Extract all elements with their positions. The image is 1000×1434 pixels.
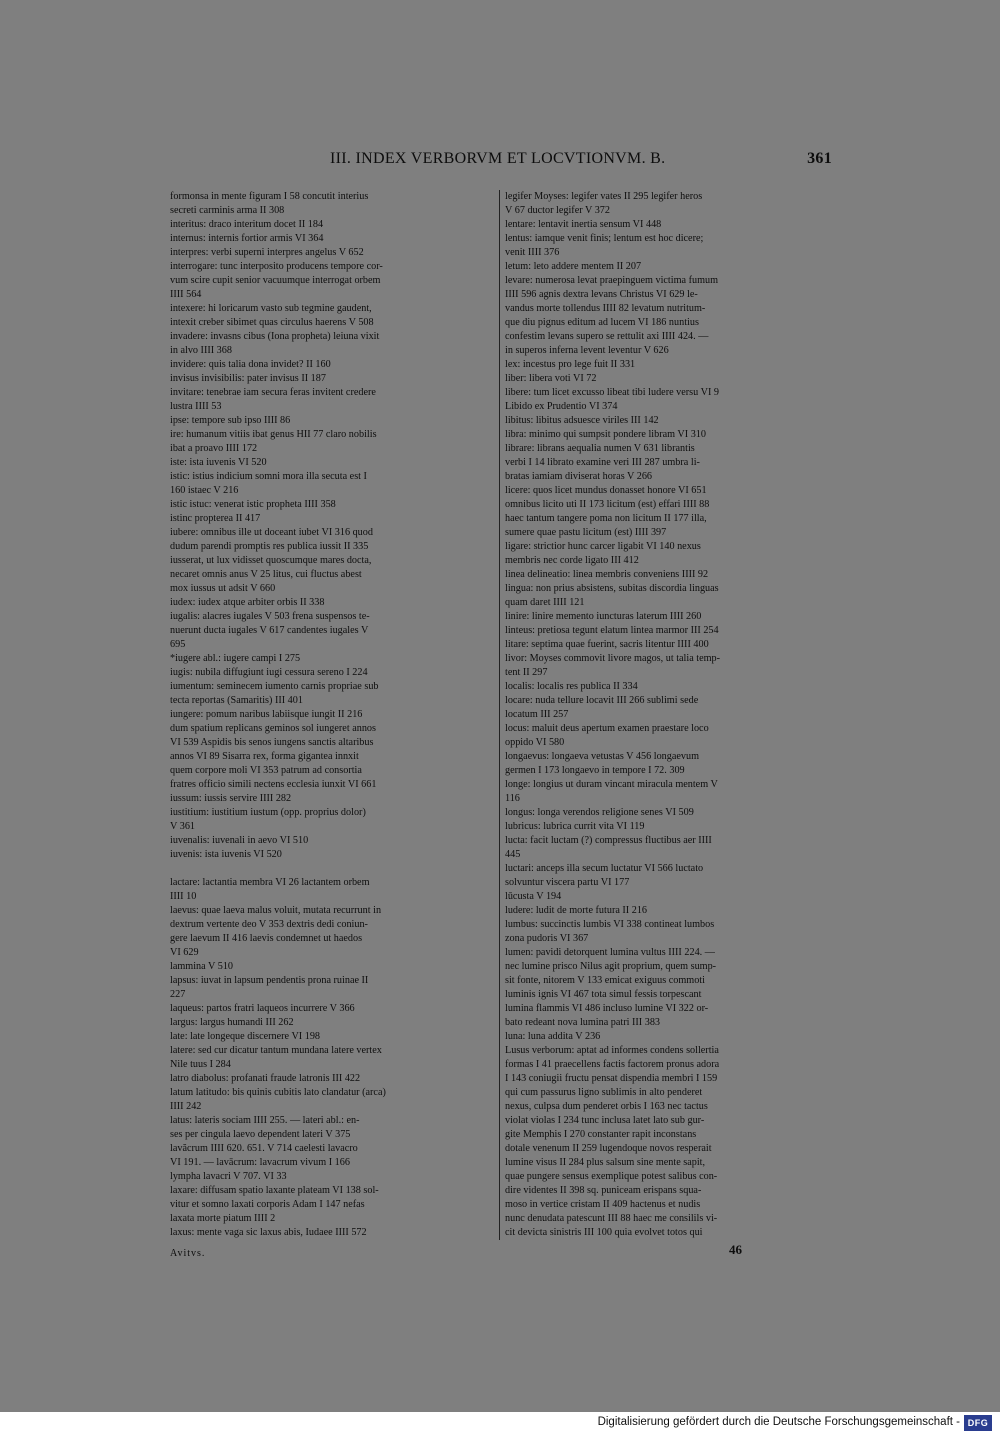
index-line: legifer Moyses: legifer vates II 295 legifer heros	[505, 191, 703, 202]
index-line: quae pungere sensus exemplique potest salibus con-	[505, 1171, 718, 1182]
index-line: litare: septima quae fuerint, sacris litentur IIII 400	[505, 639, 709, 650]
index-line: 445	[505, 849, 521, 860]
index-line: locare: nuda tellure locavit III 266 sublimi sede	[505, 695, 699, 706]
index-line: V 361	[170, 821, 196, 832]
index-line: lympha lavacri V 707. VI 33	[170, 1171, 287, 1182]
index-line: late: late longeque discernere VI 198	[170, 1031, 321, 1042]
index-line: longe: longius ut duram vincant miracula mentem V	[505, 779, 718, 790]
index-line: *iugere abl.: iugere campi I 275	[170, 653, 301, 664]
index-line: iste: ista iuvenis VI 520	[170, 457, 267, 468]
index-line: latus: lateris sociam IIII 255. — lateri abl.: en-	[170, 1115, 360, 1126]
right-column	[505, 190, 832, 1238]
index-line: iusserat, ut lux vidisset quoscumque mares docta,	[170, 555, 372, 566]
index-line: istinc propterea II 417	[170, 513, 261, 524]
index-line: longaevus: longaeva vetustas V 456 longaevum	[505, 751, 699, 762]
index-line: quam daret IIII 121	[505, 597, 585, 608]
index-line: laqueus: partos fratri laqueos incurrere V 366	[170, 1003, 355, 1014]
dfg-logo-icon: DFG	[964, 1415, 992, 1431]
index-line: libitus: libitus adsuesce viriles III 142	[505, 415, 659, 426]
index-line: oppido VI 580	[505, 737, 565, 748]
index-line: gere laevum II 416 laevis condemnet ut haedos	[170, 933, 363, 944]
index-line: dum spatium replicans geminos sol iungeret annos	[170, 723, 376, 734]
index-line: membris nec corde ligato III 412	[505, 555, 639, 566]
index-line: invadere: invasns cibus (Iona propheta) leiuna vixit	[170, 331, 380, 342]
index-line: iuvenis: ista iuvenis VI 520	[170, 849, 282, 860]
index-line: internus: internis fortior armis VI 364	[170, 233, 324, 244]
index-line: formas I 41 praecellens factis factorem pronus adora	[505, 1059, 720, 1070]
index-line: V 67 ductor legifer V 372	[505, 205, 610, 216]
index-line: dire videntes II 398 sq. puniceam erispans squa-	[505, 1185, 702, 1196]
index-line: latum latitudo: bis quinis cubitis lato clandatur (arca)	[170, 1087, 386, 1098]
index-line: tent II 297	[505, 667, 548, 678]
index-line: moso in vertice cristam II 409 hactenus et nudis	[505, 1199, 701, 1210]
index-line: luna: luna addita V 236	[505, 1031, 601, 1042]
index-line: iugalis: alacres iugales V 503 frena suspensos te-	[170, 611, 370, 622]
index-line: iubere: omnibus ille ut doceant iubet VI 316 quod	[170, 527, 373, 538]
index-line: laxare: diffusam spatio laxante plateam VI 138 sol-	[170, 1185, 379, 1196]
index-line: germen I 173 longaevo in tempore I 72. 309	[505, 765, 685, 776]
index-line: interpres: verbi superni interpres angelus V 652	[170, 247, 364, 258]
index-line: linteus: pretiosa tegunt elatum lintea marmor III 254	[505, 625, 719, 636]
index-line: omnibus licito uti II 173 licitum (est) effari IIII 88	[505, 499, 710, 510]
index-line: istic istuc: venerat istic propheta IIII 358	[170, 499, 336, 510]
index-line: localis: localis res publica II 334	[505, 681, 638, 692]
index-line: in alvo IIII 368	[170, 345, 232, 356]
index-line: latere: sed cur dicatur tantum mundana latere vertex	[170, 1045, 382, 1056]
index-line: lumen: pavidi detorquent lumina vultus IIII 224. —	[505, 947, 715, 958]
digitization-credit: Digitalisierung gefördert durch die Deutsche Forschungsgemeinschaft -	[597, 1416, 960, 1428]
index-line: iudex: iudex atque arbiter orbis II 338	[170, 597, 325, 608]
index-line: verbi I 14 librato examine veri III 287 umbra li-	[505, 457, 700, 468]
index-line: fratres officio simili nectens ecclesia iunxit VI 661	[170, 779, 377, 790]
index-line: laxus: mente vaga sic laxus abis, Iudaee IIII 572	[170, 1227, 367, 1238]
index-line: iuvenalis: iuvenali in aevo VI 510	[170, 835, 309, 846]
index-line: iustitium: iustitium iustum (opp. proprius dolor)	[170, 807, 366, 818]
index-line: nuerunt ducta iugales V 617 candentes iugales V	[170, 625, 369, 636]
index-line: dotale venenum II 259 lugendoque novos resperait	[505, 1143, 712, 1154]
index-line: laevus: quae laeva malus voluit, mutata recurrunt in	[170, 905, 382, 916]
index-line: longus: longa verendos religione senes VI 509	[505, 807, 694, 818]
index-line: cit devicta sinistris III 100 quia evolvet totos qui	[505, 1227, 703, 1238]
index-line: linire: linire memento iuncturas laterum IIII 260	[505, 611, 702, 622]
left-column	[170, 190, 497, 1238]
index-line: lucta: facit luctam (?) compressus fluctibus aer IIII	[505, 835, 712, 846]
index-line: intexere: hi loricarum vasto sub tegmine gaudent,	[170, 303, 372, 314]
index-line: locus: maluit deus apertum examen praestare loco	[505, 723, 709, 734]
index-line: liber: libera voti VI 72	[505, 373, 597, 384]
index-line: violat violas I 234 tunc inclusa latet lato sub gur-	[505, 1115, 705, 1126]
index-line: IIII 242	[170, 1101, 202, 1112]
index-line: interitus: draco interitum docet II 184	[170, 219, 324, 230]
index-line: livor: Moyses commovit livore magos, ut talia temp-	[505, 653, 721, 664]
index-line: VI 539 Aspidis bis senos iungens sanctis altaribus	[170, 737, 374, 748]
index-line: bato redeant nova lumina patri III 383	[505, 1017, 661, 1028]
index-line: gite Memphis I 270 constanter rapit inconstans	[505, 1129, 697, 1140]
index-line: bratas iamiam diviserat horas V 266	[505, 471, 653, 482]
index-line: necaret omnis anus V 25 litus, cui fluctus abest	[170, 569, 362, 580]
index-line: lactare: lactantia membra VI 26 lactantem orbem	[170, 877, 370, 888]
index-line: lavăcrum IIII 620. 651. V 714 caelesti lavacro	[170, 1143, 358, 1154]
index-line: lentare: lentavit inertia sensum VI 448	[505, 219, 662, 230]
index-line: solvuntur viscera partu VI 177	[505, 877, 630, 888]
index-line: invidere: quis talia dona invidet? II 160	[170, 359, 331, 370]
index-line: ludere: ludit de morte futura II 216	[505, 905, 648, 916]
index-line: que diu pignus editum ad lucem VI 186 nuntius	[505, 317, 699, 328]
index-line: intexit creber sibimet quas circulus haerens V 508	[170, 317, 374, 328]
index-line: iungere: pomum naribus labiisque iungit II 216	[170, 709, 363, 720]
index-line: ipse: tempore sub ipso IIII 86	[170, 415, 291, 426]
index-line: vitur et somno laxati corporis Adam I 147 nefas	[170, 1199, 365, 1210]
index-line: ire: humanum vitiis ibat genus HII 77 claro nobilis	[170, 429, 377, 440]
index-line: vum scire cupit senior vacuumque interrogat orbem	[170, 275, 381, 286]
index-line: libere: tum licet excusso libeat tibi ludere versu VI 9	[505, 387, 719, 398]
index-line: lammina V 510	[170, 961, 234, 972]
index-line: latro diabolus: profanati fraude latronis III 422	[170, 1073, 361, 1084]
index-line: invisus invisibilis: pater invisus II 187	[170, 373, 326, 384]
index-line: in superos inferna levent leventur V 626	[505, 345, 669, 356]
index-line: linea delineatio: linea membris conveniens IIII 92	[505, 569, 709, 580]
digitization-bar	[0, 1412, 1000, 1434]
index-line: dextrum vertente deo V 353 dextris dedi coniun-	[170, 919, 368, 930]
page-number: 361	[807, 150, 832, 167]
index-line: lumbus: succinctis lumbis VI 338 contineat lumbos	[505, 919, 715, 930]
index-line: quem corpore moli VI 353 patrum ad consortia	[170, 765, 362, 776]
index-line	[170, 862, 497, 876]
index-line: iugis: nubila diffugiunt iugi cessura sereno I 224	[170, 667, 368, 678]
index-line: sumere quae pastu licitum (est) IIII 397	[505, 527, 667, 538]
index-line: levare: numerosa levat praepinguem victima fumum	[505, 275, 719, 286]
index-line: tecta reportas (Samaritis) III 401	[170, 695, 303, 706]
index-line: lumina flammis VI 486 incluso lumine VI 322 or-	[505, 1003, 709, 1014]
index-line: nec lumine prisco Nilus agit proprium, quem sump-	[505, 961, 717, 972]
signature-mark: Avitvs.	[170, 1248, 206, 1259]
index-line: 695	[170, 639, 186, 650]
index-line: iussum: iussis servire IIII 282	[170, 793, 292, 804]
index-line: lustra IIII 53	[170, 401, 222, 412]
index-line: VI 191. — lavācrum: lavacrum vivum I 166	[170, 1157, 350, 1168]
index-line: istic: istius indicium somni mora illa secuta est I	[170, 471, 367, 482]
index-line: largus: largus humandi III 262	[170, 1017, 294, 1028]
index-line: lubricus: lubrica currit vita VI 119	[505, 821, 645, 832]
index-line: ibat a proavo IIII 172	[170, 443, 258, 454]
running-head-title: III. INDEX VERBORVM ET LOCVTIONVM. B.	[330, 150, 666, 167]
index-line: luminis ignis VI 467 tota simul fessis torpescant	[505, 989, 702, 1000]
index-line: secreti carminis arma II 308	[170, 205, 285, 216]
column-divider	[499, 190, 500, 1240]
index-line: mox iussus ut adsit V 660	[170, 583, 276, 594]
index-line: nexus, culpsa dum penderet orbis I 163 nec tactus	[505, 1101, 708, 1112]
index-line: annos VI 89 Sisarra rex, forma gigantea innxit	[170, 751, 359, 762]
index-line: dudum parendi promptis res publica iussit II 335	[170, 541, 369, 552]
index-line: nunc denudata patescunt III 88 haec me consilils vi-	[505, 1213, 718, 1224]
index-line: Libido ex Prudentio VI 374	[505, 401, 618, 412]
index-line: iumentum: seminecem iumento carnis propriae sub	[170, 681, 379, 692]
index-line: qui cum passurus ligno sublimis in alto penderet	[505, 1087, 703, 1098]
index-line: IIII 596 agnis dextra levans Christus VI 629 le-	[505, 289, 698, 300]
index-line: IIII 10	[170, 891, 197, 902]
index-line: ses per cingula laevo dependent lateri V 375	[170, 1129, 351, 1140]
index-line: Lusus verborum: aptat ad informes condens sollertia	[505, 1045, 719, 1056]
index-line: licere: quos licet mundus donasset honore VI 651	[505, 485, 707, 496]
index-line: invitare: tenebrae iam secura feras invitent credere	[170, 387, 376, 398]
running-head	[330, 150, 840, 174]
index-line: sit fonte, nitorem V 133 emicat exiguus commoti	[505, 975, 705, 986]
index-line: libra: minimo qui sumpsit pondere libram VI 310	[505, 429, 706, 440]
index-line: librare: librans aequalia numen V 631 librantis	[505, 443, 695, 454]
index-line: interrogare: tunc interposito producens tempore cor-	[170, 261, 383, 272]
index-line: IIII 564	[170, 289, 202, 300]
index-line: lentus: iamque venit finis; lentum est hoc dicere;	[505, 233, 704, 244]
index-line: vandus morte tollendus IIII 82 levatum nutritum-	[505, 303, 706, 314]
index-line: 227	[170, 989, 186, 1000]
index-line: 116	[505, 793, 520, 804]
index-line: ligare: strictior hunc carcer ligabit VI 140 nexus	[505, 541, 701, 552]
index-line: 160 istaec V 216	[170, 485, 239, 496]
index-line: confestim levans supero se rettulit axi IIII 424. —	[505, 331, 709, 342]
index-line: lapsus: iuvat in lapsum pendentis prona ruinae II	[170, 975, 369, 986]
index-line: I 143 coniugii fructu pensat dispendia membri I 159	[505, 1073, 718, 1084]
sheet-number: 46	[729, 1242, 742, 1257]
index-line: locatum III 257	[505, 709, 569, 720]
index-line: lingua: non prius absistens, subitas discordia linguas	[505, 583, 719, 594]
index-line: haec tantum tangere poma non licitum II 177 illa,	[505, 513, 707, 524]
index-line: letum: leto addere mentem II 207	[505, 261, 642, 272]
index-line: VI 629	[170, 947, 199, 958]
index-line: formonsa in mente figuram I 58 concutit interius	[170, 191, 369, 202]
index-line: luctari: anceps illa secum luctatur VI 566 luctato	[505, 863, 704, 874]
index-line: Nile tuus I 284	[170, 1059, 231, 1070]
index-line: lex: incestus pro lege fuit II 331	[505, 359, 636, 370]
index-line: lūcusta V 194	[505, 891, 562, 902]
index-line: laxata morte piatum IIII 2	[170, 1213, 276, 1224]
index-line: venit IIII 376	[505, 247, 560, 258]
index-line: zona pudoris VI 367	[505, 933, 589, 944]
index-line: lumine visus II 284 plus salsum sine mente sapit,	[505, 1157, 706, 1168]
